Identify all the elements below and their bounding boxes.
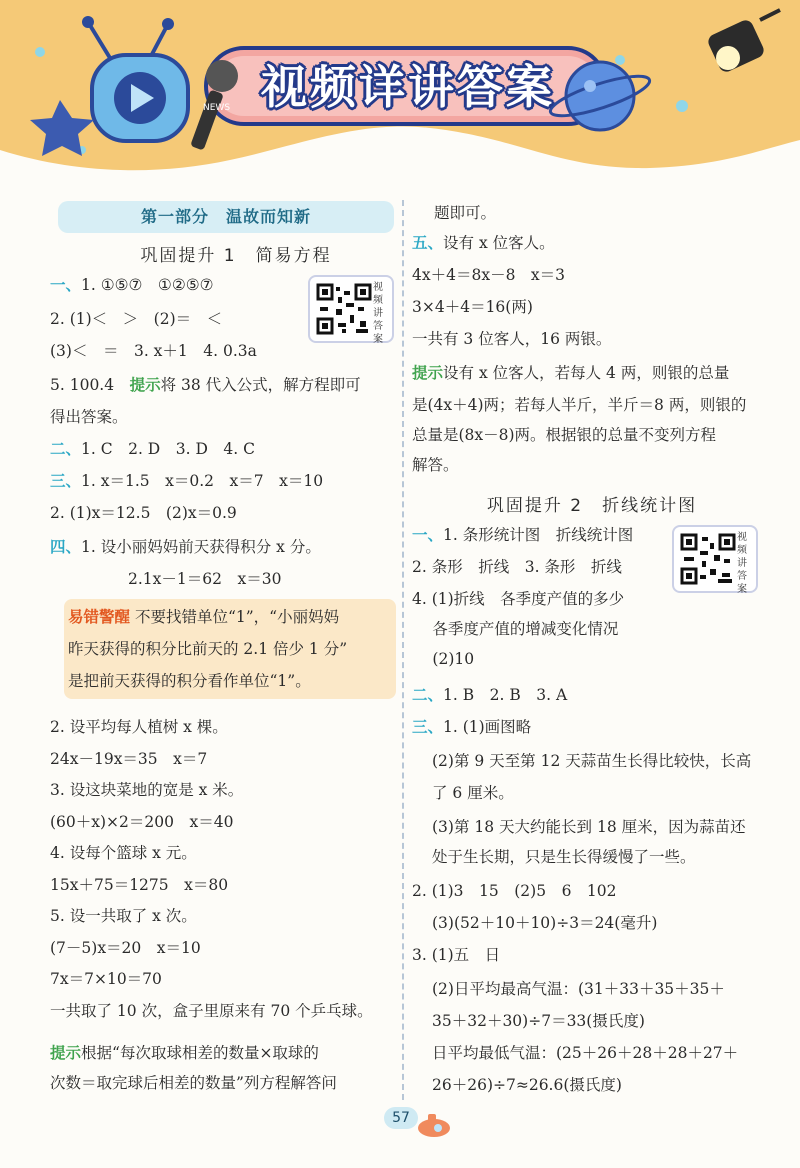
- answer-line: [432, 751, 751, 771]
- answer-line: [50, 341, 257, 361]
- answer-line: [412, 649, 474, 669]
- answer-text: 一共有 3 位客人，16 两银。: [412, 330, 612, 348]
- answer-line: [50, 503, 237, 523]
- answer-text: 3. (1)五 日: [412, 946, 501, 964]
- hint-line: [412, 363, 729, 383]
- answer-line: [412, 297, 533, 317]
- section-marker: 二、: [412, 685, 444, 704]
- answer-line: [50, 471, 323, 491]
- hint-label: 提示: [129, 376, 161, 394]
- hint-text: 设有 x 位客人，若每人 4 两，则银的总量: [443, 364, 730, 382]
- answer-line: [412, 233, 555, 253]
- hint-text-line: 解答。: [412, 456, 459, 474]
- answer-line: [50, 439, 255, 459]
- answer-text: 1. (1)画图略: [443, 718, 532, 736]
- answer-line: (7－5)x＝20 x＝10: [50, 938, 201, 957]
- answer-line: 2. 设平均每人植树 x 棵。: [50, 718, 228, 736]
- answer-text: 2. (1)＜ ＞ (2)＝ ＜: [50, 310, 223, 328]
- qr-label: 视频讲答案: [373, 282, 383, 345]
- answer-text: 了 6 厘米。: [432, 784, 514, 802]
- hint-label: 提示: [50, 1044, 82, 1062]
- qr-code-video-left[interactable]: [308, 275, 394, 343]
- hint-text-line: 总量是(8x－8)两。根据银的总量不变列方程: [412, 426, 717, 444]
- answer-line: [50, 275, 214, 295]
- answer-text: 1. B 2. B 3. A: [443, 686, 568, 704]
- answer-text: (3)(52＋10＋10)÷3＝24(毫升): [432, 914, 658, 932]
- answer-text: 设有 x 位客人。: [443, 234, 555, 252]
- answer-line: [434, 203, 496, 223]
- column-divider: [402, 200, 404, 1100]
- answer-line: [50, 309, 222, 329]
- answer-line: [412, 717, 531, 737]
- section-marker: 三、: [412, 717, 444, 736]
- answer-text: 1. C 2. D 3. D 4. C: [81, 440, 255, 458]
- answer-line: [412, 589, 624, 609]
- qr-code-video-right[interactable]: [672, 525, 758, 593]
- section-heading-2: 巩固提升 2 折线统计图: [486, 496, 698, 516]
- warning-line-2: 昨天获得的积分比前天的 2.1 倍少 1 分”: [68, 640, 348, 658]
- answer-text: 得出答案。: [50, 408, 128, 426]
- answer-line: [412, 619, 618, 639]
- answer-line: [432, 783, 514, 803]
- answer-text: 4x＋4＝8x－8 x＝3: [412, 266, 566, 284]
- answer-text: 日平均最低气温：(25＋26＋28＋28＋27＋: [432, 1044, 739, 1062]
- answer-line: [50, 537, 321, 557]
- answer-text: 1. x＝1.5 x＝0.2 x＝7 x＝10: [81, 472, 324, 490]
- answer-text: (3)＜ ＝ 3. x＋1 4. 0.3a: [50, 342, 257, 360]
- page-number: 57: [384, 1107, 418, 1129]
- final-hint-cont: 次数＝取完球后相差的数量”列方程解答问: [50, 1074, 337, 1092]
- answer-line: [412, 945, 500, 965]
- answer-line: [432, 817, 746, 837]
- answer-line: [432, 979, 725, 999]
- answer-line: [50, 375, 361, 395]
- answer-text: (3)第 18 天大约能长到 18 厘米，因为蒜苗还: [432, 818, 746, 836]
- answer-text: 题即可。: [434, 204, 497, 222]
- answer-text: (2)日平均最高气温：(31＋33＋35＋35＋: [432, 980, 725, 998]
- answer-line: [128, 569, 281, 589]
- answer-text: 1. ①⑤⑦ ①②⑤⑦: [81, 276, 214, 294]
- section-marker: 二、: [50, 439, 82, 458]
- answer-line: 3. 设这块菜地的宽是 x 米。: [50, 781, 244, 799]
- answer-text: 处于生长期，只是生长得缓慢了一些。: [432, 848, 696, 866]
- answer-line: 4. 设每个篮球 x 元。: [50, 844, 197, 862]
- section-marker: 四、: [50, 537, 82, 556]
- qr-code-icon: [316, 283, 372, 335]
- hint-text: 根据“每次取球相差的数量×取球的: [81, 1044, 319, 1062]
- answer-line: [432, 847, 696, 867]
- qr-label: 视频讲答案: [737, 532, 747, 595]
- section-marker: 一、: [50, 275, 82, 294]
- answer-line: [50, 407, 128, 427]
- warning-line-3: 是把前天获得的积分看作单位“1”。: [68, 672, 311, 690]
- answer-line: 7x＝7×10＝70: [50, 970, 162, 988]
- answer-text: 1. 条形统计图 折线统计图: [443, 526, 634, 544]
- answer-line: [412, 525, 633, 545]
- answer-text: 将 38 代入公式，解方程即可: [160, 376, 361, 394]
- answer-text: 26＋26)÷7≈26.6(摄氏度): [432, 1076, 622, 1094]
- answer-text: 各季度产值的增减变化情况: [412, 620, 619, 638]
- answer-line: [432, 1011, 645, 1031]
- hint-text-line: 是(4x＋4)两；若每人半斤，半斤＝8 两，则银的: [412, 396, 747, 414]
- answer-text: 1. 设小丽妈妈前天获得积分 x 分。: [81, 538, 321, 556]
- answer-text: 2.1x－1＝62 x＝30: [128, 570, 282, 588]
- submarine-icon: [414, 1110, 454, 1140]
- answer-line: [412, 265, 565, 285]
- warning-title: 易错警醒: [68, 608, 131, 626]
- warning-line-1: [68, 607, 339, 627]
- answer-line: [412, 685, 567, 705]
- answer-text: (2)10: [412, 650, 475, 668]
- header-banner: [0, 0, 800, 190]
- answer-line: 24x－19x＝35 x＝7: [50, 749, 208, 768]
- news-label: NEWS: [203, 103, 231, 113]
- answer-line: 15x＋75＝1275 x＝80: [50, 875, 229, 894]
- part-title: 第一部分 温故而知新: [58, 201, 394, 233]
- answer-line: [412, 557, 622, 577]
- hint-label: 提示: [412, 364, 444, 382]
- answer-line: [412, 329, 611, 349]
- answer-line: 一共取了 10 次，盒子里原来有 70 个乒乓球。: [50, 1001, 373, 1020]
- section-marker: 五、: [412, 233, 444, 252]
- section-marker: 三、: [50, 471, 82, 490]
- section-marker: 一、: [412, 525, 444, 544]
- section-heading-1: 巩固提升 1 简易方程: [140, 246, 332, 266]
- warning-text: 不要找错单位“1”，“小丽妈妈: [134, 608, 340, 626]
- answer-line: [432, 1043, 738, 1063]
- answer-line: [432, 913, 657, 933]
- answer-text: 2. (1)x＝12.5 (2)x＝0.9: [50, 504, 237, 522]
- answer-text: 4. (1)折线 各季度产值的多少: [412, 590, 625, 608]
- answer-text: 2. 条形 折线 3. 条形 折线: [412, 558, 622, 576]
- answer-line: [432, 1075, 622, 1095]
- answer-line: [412, 881, 617, 901]
- qr-code-icon: [680, 533, 736, 585]
- answer-text: 35＋32＋30)÷7＝33(摄氏度): [432, 1012, 645, 1030]
- final-hint-line: [50, 1043, 319, 1063]
- answer-text: (2)第 9 天至第 12 天蒜苗生长得比较快，长高: [432, 752, 752, 770]
- answer-line: (60＋x)×2＝200 x＝40: [50, 812, 234, 831]
- answer-line: 5. 设一共取了 x 次。: [50, 907, 197, 925]
- answer-prefix: 5. 100.4: [50, 376, 130, 394]
- answer-text: 3×4＋4＝16(两): [412, 298, 533, 316]
- header-title: 视频详讲答案: [261, 60, 555, 114]
- answer-text: 2. (1)3 15 (2)5 6 102: [412, 882, 617, 900]
